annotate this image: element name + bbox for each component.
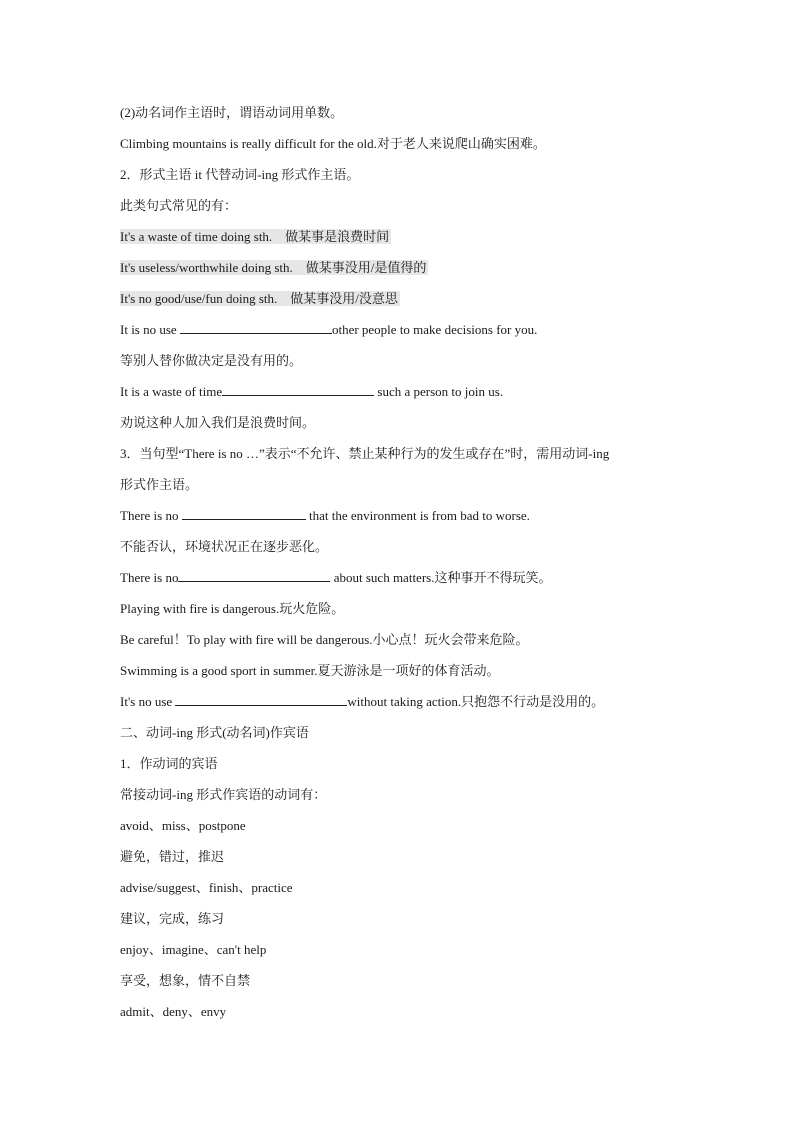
sentence-start: It is a waste of time <box>120 384 223 399</box>
exercise-no-use-complaining <box>120 692 604 712</box>
sentence-start: There is no <box>120 508 179 523</box>
verb-list-3: enjoy、imagine、can't help <box>120 942 267 957</box>
verb-list-3-translation: 享受，想象，情不自禁 <box>120 973 251 988</box>
verb-list-2: advise/suggest、finish、practice <box>120 880 293 895</box>
rule-gerund-singular-verb: (2)动名词作主语时，谓语动词用单数。 <box>120 105 344 120</box>
example-climbing: Climbing mountains is really difficult for the old.对于老人来说爬山确实困难。 <box>120 136 546 151</box>
verb-list-1-translation: 避免，错过，推迟 <box>120 849 225 864</box>
example-swimming: Swimming is a good sport in summer.夏天游泳是一项好的体育活动。 <box>120 663 500 678</box>
fill-in-blank[interactable] <box>178 569 330 582</box>
exercise-no-joking <box>120 568 551 588</box>
translation-no-denying: 不能否认，环境状况正在逐步恶化。 <box>120 539 329 554</box>
heading-there-is-no: 3．当句型“There is no …”表示“不允许、禁止某种行为的发生或存在”时，需用动词-ing <box>120 446 610 461</box>
pattern-waste-of-time <box>120 227 391 247</box>
verb-list-1: avoid、miss、postpone <box>120 818 246 833</box>
highlighted-pattern: It's no good/use/fun doing sth. 做某事没用/没意思 <box>120 291 398 306</box>
sentence-start: It is no use <box>120 322 177 337</box>
fill-in-blank[interactable] <box>182 507 306 520</box>
sentence-end: such a person to join us. <box>377 384 504 399</box>
verb-list-4: admit、deny、envy <box>120 1004 227 1019</box>
sentence-end: without taking action.只抱怨不行动是没用的。 <box>347 694 605 709</box>
sentence-end: about such matters.这种事开不得玩笑。 <box>333 570 552 585</box>
translation-persuading: 劝说这种人加入我们是浪费时间。 <box>120 415 316 430</box>
sentence-start: It's no use <box>120 694 173 709</box>
highlighted-pattern: It's useless/worthwhile doing sth. 做某事没用/是值得的 <box>120 260 427 275</box>
translation-waiting: 等别人替你做决定是没有用的。 <box>120 353 303 368</box>
fill-in-blank[interactable] <box>175 693 347 706</box>
example-to-play-fire: Be careful！To play with fire will be dangerous.小心点！玩火会带来危险。 <box>120 632 529 647</box>
pattern-no-good-use-fun <box>120 289 400 309</box>
verbs-intro: 常接动词-ing 形式作宾语的动词有： <box>120 787 327 802</box>
verb-list-2-translation: 建议，完成，练习 <box>120 911 225 926</box>
subheading-verb-object: 1．作动词的宾语 <box>120 756 218 771</box>
sentence-end: that the environment is from bad to worse. <box>308 508 530 523</box>
heading-there-is-no-cont: 形式作主语。 <box>120 477 199 492</box>
fill-in-blank[interactable] <box>222 383 374 396</box>
pattern-useless-worthwhile <box>120 258 428 278</box>
section-heading-gerund-object: 二、动词-ing 形式(动名词)作宾语 <box>120 725 309 740</box>
exercise-no-denying <box>120 506 530 526</box>
common-patterns-intro: 此类句式常见的有： <box>120 198 238 213</box>
sentence-end: other people to make decisions for you. <box>331 322 538 337</box>
example-playing-fire: Playing with fire is dangerous.玩火危险。 <box>120 601 345 616</box>
exercise-waste-of-time-persuading <box>120 382 503 402</box>
exercise-no-use-waiting <box>120 320 537 340</box>
fill-in-blank[interactable] <box>180 321 332 334</box>
heading-formal-subject-it: 2．形式主语 it 代替动词-ing 形式作主语。 <box>120 167 360 182</box>
highlighted-pattern: It's a waste of time doing sth. 做某事是浪费时间 <box>120 229 390 244</box>
sentence-start: There is no <box>120 570 179 585</box>
